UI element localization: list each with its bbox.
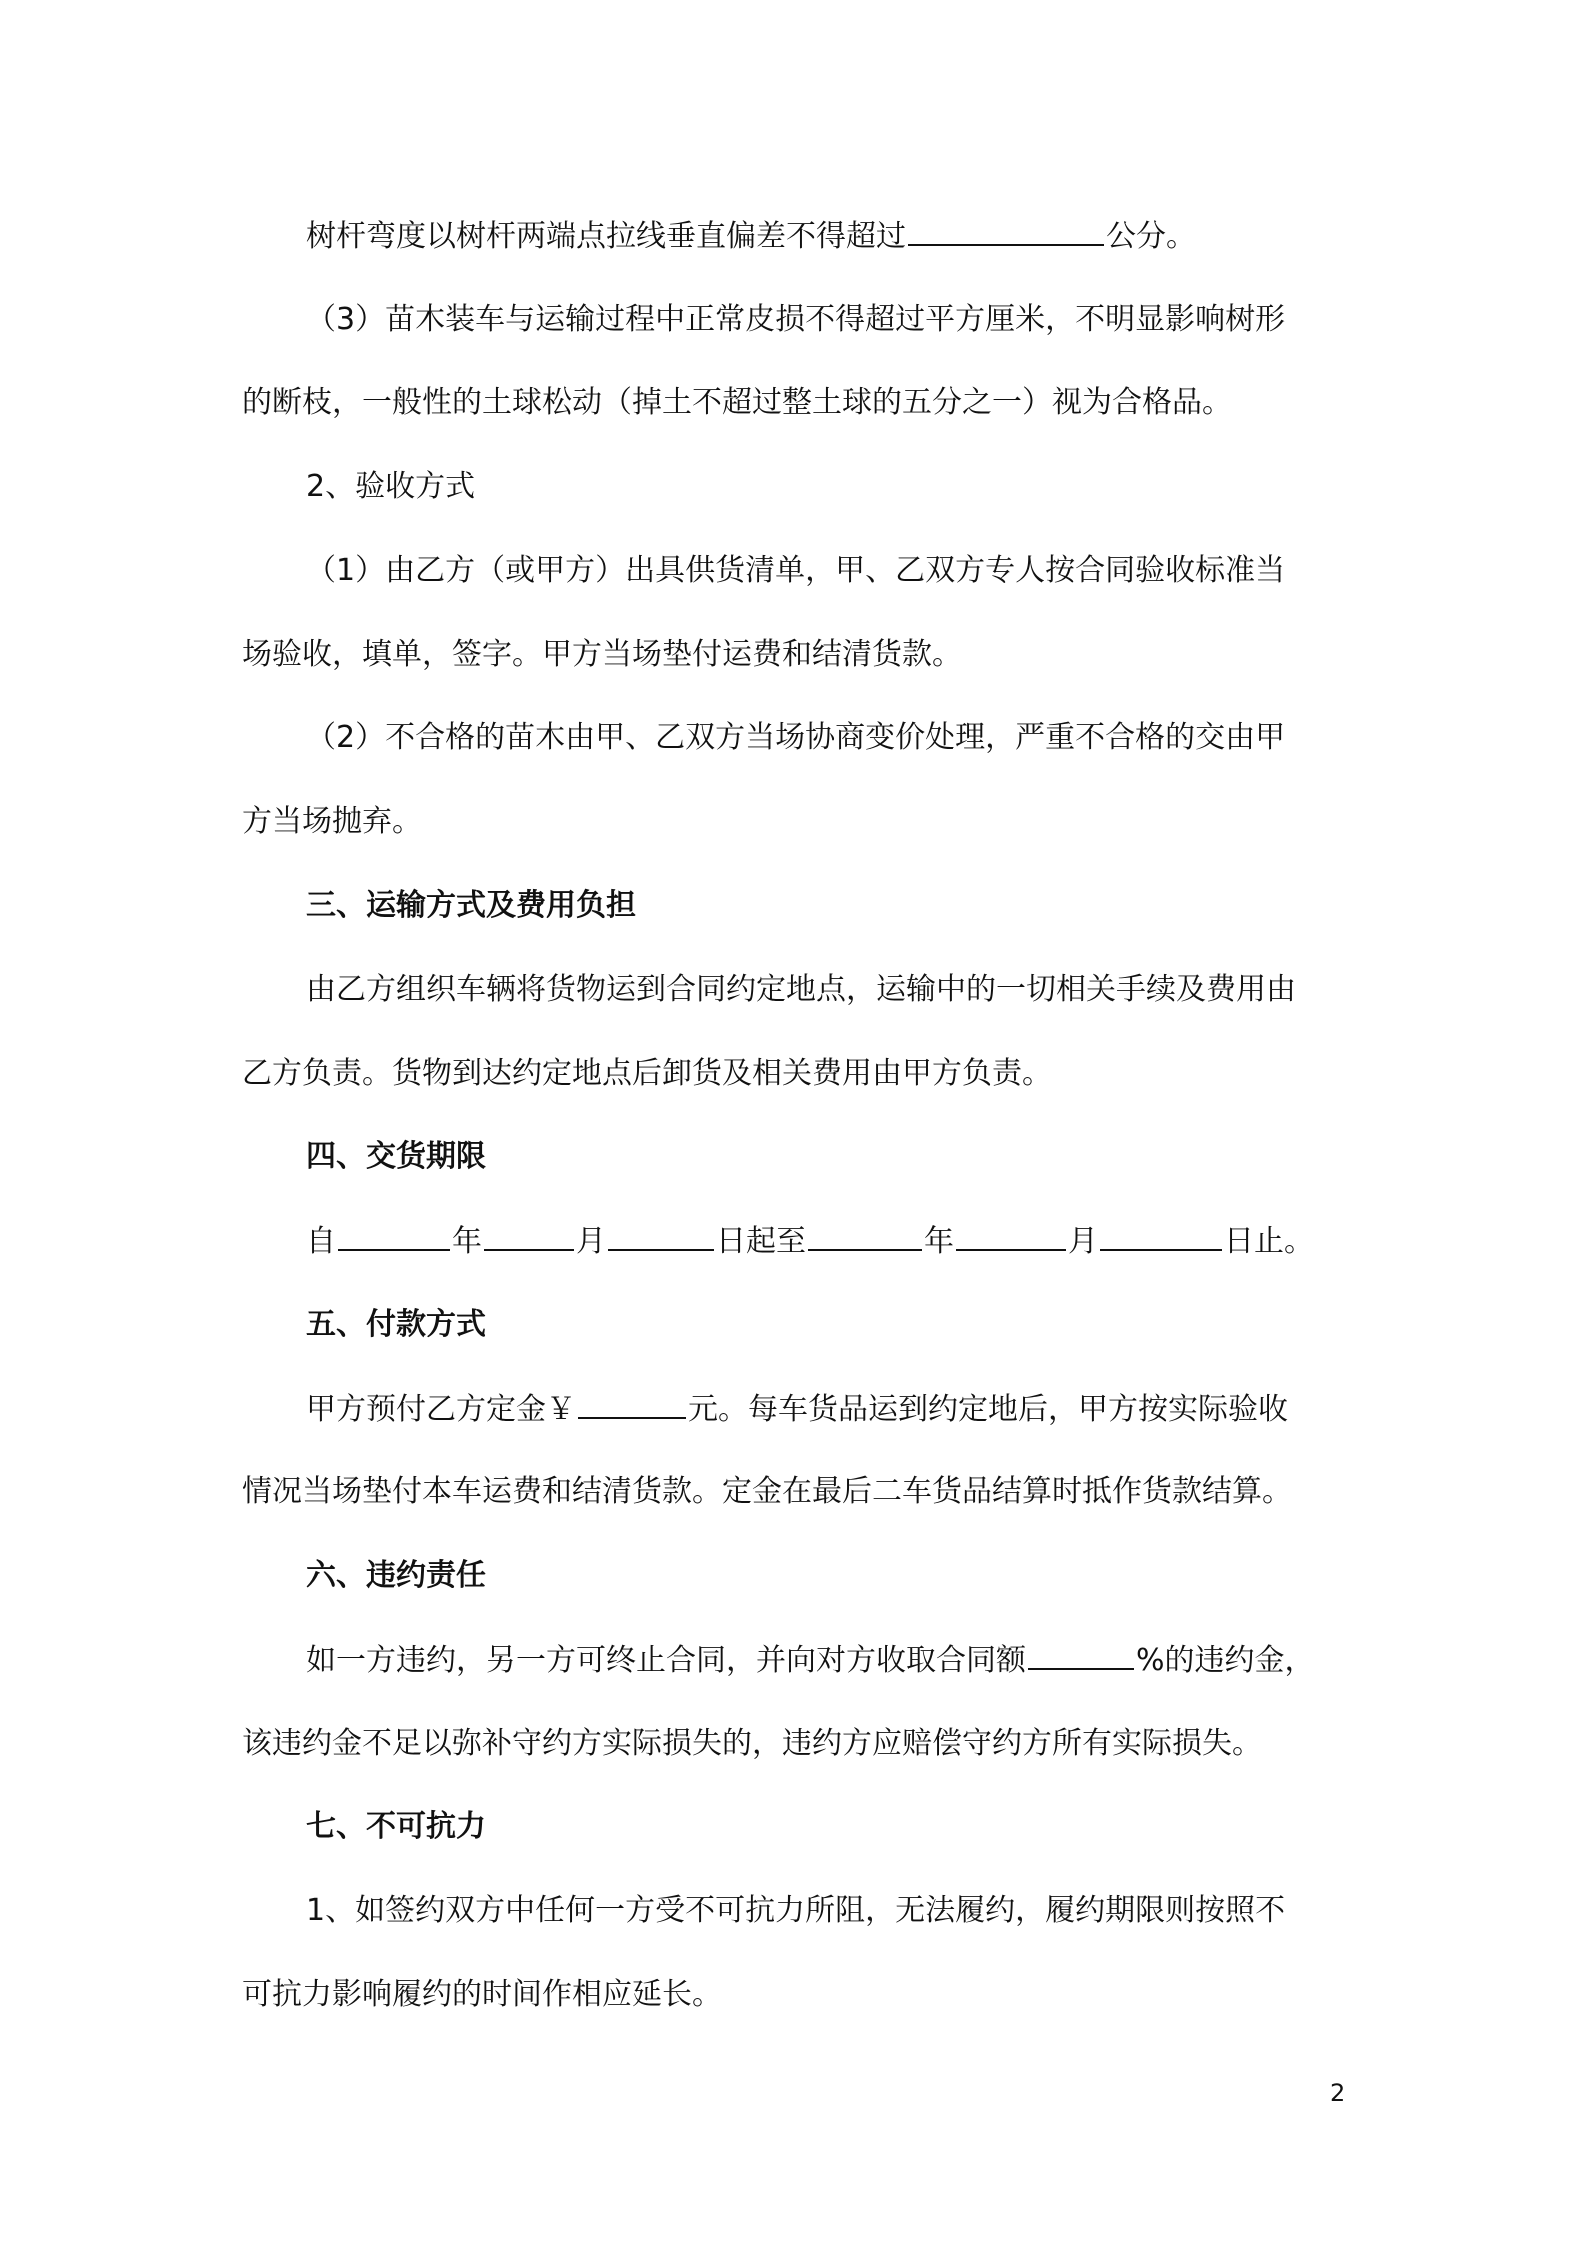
text: 公分。 [1106, 219, 1196, 254]
blank-penalty-percent [1028, 1640, 1134, 1670]
blank-end-month [956, 1221, 1066, 1251]
heading-breach: 六、违约责任 [306, 1558, 486, 1593]
paragraph-payment-line1 [0, 1389, 1586, 1430]
paragraph-force-majeure-line2: 可抗力影响履约的时间作相应延长。 [242, 1977, 722, 2012]
heading-transport: 三、运输方式及费用负担 [306, 888, 636, 923]
text: 元。每车货品运到约定地后，甲方按实际验收 [688, 1392, 1288, 1427]
paragraph-acceptance-1-line2: 场验收，填单，签字。甲方当场垫付运费和结清货款。 [242, 637, 962, 672]
blank-start-day [608, 1221, 714, 1251]
paragraph-acceptance-1-line1: （1）由乙方（或甲方）出具供货清单，甲、乙双方专人按合同验收标准当 [306, 553, 1286, 588]
paragraph-transport-line2: 乙方负责。货物到达约定地点后卸货及相关费用由甲方负责。 [242, 1056, 1052, 1091]
text: %的违约金， [1136, 1643, 1315, 1678]
heading-acceptance-method: 2、验收方式 [306, 469, 476, 504]
page-number: 2 [1330, 2079, 1346, 2107]
paragraph-loading-line1: （3）苗木装车与运输过程中正常皮损不得超过平方厘米，不明显影响树形 [306, 302, 1286, 337]
blank-deposit-amount [578, 1389, 686, 1419]
blank-field [908, 216, 1104, 246]
paragraph-delivery-dates [0, 1221, 1586, 1262]
paragraph-breach-line1 [0, 1640, 1586, 1681]
text: 自 [306, 1224, 336, 1259]
heading-delivery-period: 四、交货期限 [306, 1139, 486, 1174]
paragraph-acceptance-2-line2: 方当场抛弃。 [242, 804, 422, 839]
paragraph-trunk-bend [0, 216, 1586, 257]
text: 日止。 [1224, 1224, 1314, 1259]
text: 日起至 [716, 1224, 806, 1259]
paragraph-payment-line2: 情况当场垫付本车运费和结清货款。定金在最后二车货品结算时抵作货款结算。 [242, 1474, 1292, 1509]
paragraph-acceptance-2-line1: （2）不合格的苗木由甲、乙双方当场协商变价处理，严重不合格的交由甲 [306, 720, 1286, 755]
paragraph-loading-line2: 的断枝，一般性的土球松动（掉土不超过整土球的五分之一）视为合格品。 [242, 385, 1232, 420]
paragraph-transport-line1: 由乙方组织车辆将货物运到合同约定地点，运输中的一切相关手续及费用由 [306, 972, 1296, 1007]
paragraph-breach-line2: 该违约金不足以弥补守约方实际损失的，违约方应赔偿守约方所有实际损失。 [242, 1726, 1262, 1761]
text: 甲方预付乙方定金￥ [306, 1392, 576, 1427]
blank-end-year [808, 1221, 922, 1251]
blank-start-month [484, 1221, 574, 1251]
heading-force-majeure: 七、不可抗力 [306, 1809, 486, 1844]
paragraph-force-majeure-line1: 1、如签约双方中任何一方受不可抗力所阻，无法履约，履约期限则按照不 [306, 1893, 1286, 1928]
text: 如一方违约，另一方可终止合同，并向对方收取合同额 [306, 1643, 1026, 1678]
text: 月 [1068, 1224, 1098, 1259]
text: 年 [924, 1224, 954, 1259]
text: 树杆弯度以树杆两端点拉线垂直偏差不得超过 [306, 219, 906, 254]
blank-end-day [1100, 1221, 1222, 1251]
text: 年 [452, 1224, 482, 1259]
heading-payment: 五、付款方式 [306, 1307, 486, 1342]
blank-start-year [338, 1221, 450, 1251]
text: 月 [576, 1224, 606, 1259]
